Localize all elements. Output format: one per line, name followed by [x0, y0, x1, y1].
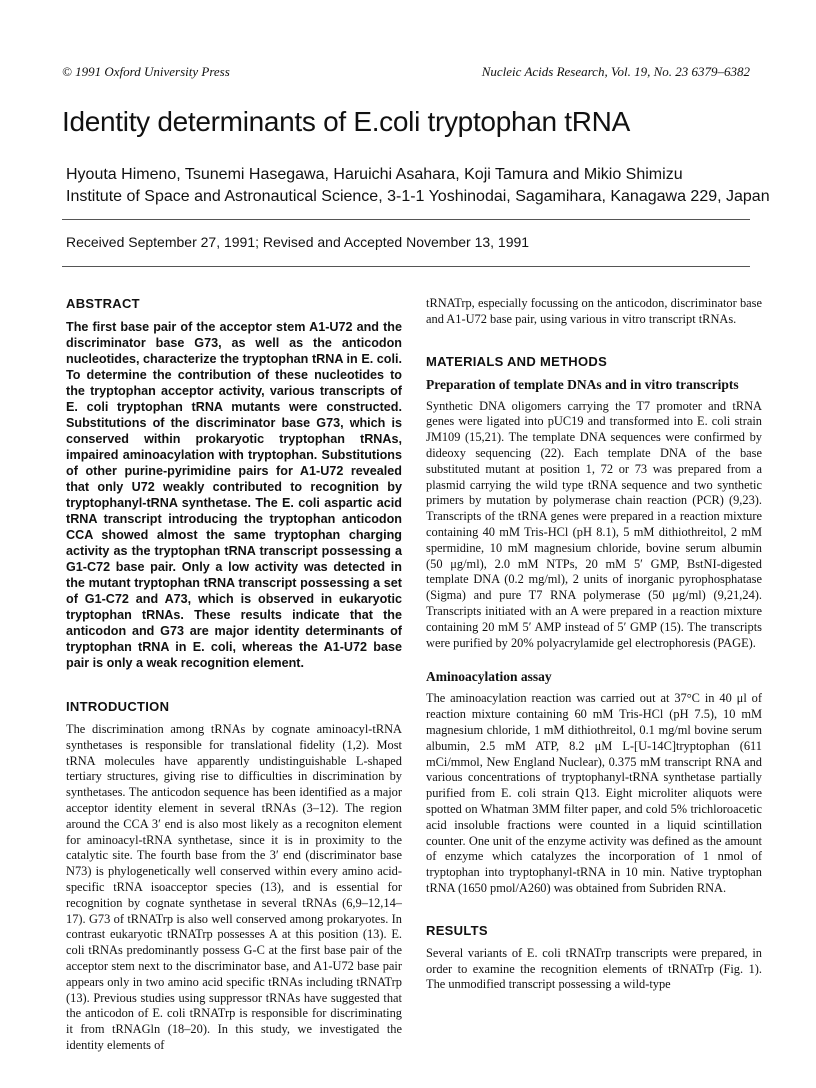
- introduction-heading: INTRODUCTION: [66, 699, 170, 714]
- right-column: [426, 296, 762, 993]
- aminoacylation-text: The aminoacylation reaction was carried out at 37°C in 40 μl of reaction mixture containing 60 mM Tris-HCl (pH 7.5), 10 mM magnesium chloride, 1 mM dithiothreitol, 0.1 mg/ml bovine serum albumin, 2.5 mM ATP, 8.2 μM L-[U-14C]tryptophan (611 mCi/mmol, New England Nuclear), 0.375 mM transcript RNA and various concentrations of tryptophanyl-tRNA synthetase partially purified from E. coli strain Q13. Eight microliter aliquots were spotted on Whatman 3MM filter paper, and cold 5% trichloroacetic acid insoluble fractions were counted in a liquid scintillation counter. One unit of the enzyme activity was defined as the amount of enzyme which catalyzes the incorporation of 1 nmol of tryptophan into tryptophanyl-tRNA in 10 min. Native tryptophan tRNA (1650 pmol/A260) was obtained from Subriden RNA.: [426, 691, 762, 895]
- results-text: Several variants of E. coli tRNATrp transcripts were prepared, in order to examine the recognition elements of tRNATrp (Fig. 1). The unmodified transcript possessing a wild-type: [426, 945, 762, 992]
- divider-bottom: [62, 266, 750, 267]
- journal-copyright: © 1991 Oxford University Press: [62, 64, 230, 79]
- author-list: Hyouta Himeno, Tsunemi Hasegawa, Haruichi Asahara, Koji Tamura and Mikio Shimizu: [66, 166, 683, 183]
- divider-top: [62, 219, 750, 220]
- introduction-continuation: tRNATrp, especially focussing on the anticodon, discriminator base and A1-U72 base pair, using various in vitro transcript tRNAs.: [426, 296, 762, 326]
- abstract-text: The first base pair of the acceptor stem A1-U72 and the discriminator base G73, as well as the anticodon nucleotides, characterize the tryptophan tRNA in E. coli. To determine the contribution of these nucleotides to the tryptophan acceptor activity, various transcripts of E. coli tryptophan tRNA mutants were constructed. Substitutions of the discriminator base G73, which is conserved within prokaryotic tryptophan tRNAs, impaired aminoacylation with tryptophan. Substitutions of other purine-pyrimidine pairs for A1-U72 revealed that only U72 weakly contributed to recognition by tryptophanyl-tRNA synthetase. The E. coli aspartic acid tRNA transcript introducing the tryptophan anticodon CCA showed almost the same tryptophan charging activity as the tryptophan tRNA transcript possessing a G1-C72 base pair. Only a low activity was detected in the mutant tryptophan tRNA transcript possessing a set of G1-C72 and A73, which is observed in eukaryotic tryptophan tRNAs. These results indicate that the anticodon and G73 are major identity determinants of tryptophan tRNA in E. coli, whereas the A1-U72 base pair is only a weak recognition element.: [66, 320, 402, 670]
- preparation-subheading: Preparation of template DNAs and in vitro transcripts: [426, 376, 739, 392]
- introduction-text: The discrimination among tRNAs by cognate aminoacyl-tRNA synthetases is responsible for translational fidelity (1,2). Most tRNA molecules have apparently undistinguishable L-shaped tertiary structures, giving rise to difficulties in discrimination by synthetases. The anticodon sequence has been identified as a major acceptor identity element in several tRNAs (3–12). The region around the CCA 3′ end is also most likely as a recogniton element for aminoacyl-tRNA synthetase, since it is in proximity to the catalytic site. The fourth base from the 3′ end (discriminator base N73) is phylogenetically well conserved within every amino acid-specific tRNA isoacceptor species (13), and is essential for recognition by cognate synthetase in several tRNAs (6,9–12,14–17). G73 of tRNATrp is also well conserved among prokaryotes. In contrast eukaryotic tRNATrp possesses A at this position (13). E. coli tRNAs predominantly possess G-C at the first base pair of the acceptor stem next to the discriminator base, and A1-U72 base pair appears only in two amino acid specific tRNAs including tRNATrp (13). Previous studies using suppressor tRNAs have suggested that the anticodon of E. coli tRNATrp is responsible for discriminating it from tRNAGln (18–20). In this study, we investigated the identity elements of: [66, 722, 402, 1052]
- preparation-text: Synthetic DNA oligomers carrying the T7 promoter and tRNA genes were ligated into pUC19 and transformed into E. coli strain JM109 (15,21). The template DNA sequences were confirmed by dideoxy sequencing (22). Each template DNA of the base substituted mutant at position 1, 72 or 73 was prepared from a plasmid carrying the wild type tRNA sequence and two synthetic primers by mutation by polymerase chain reaction (PCR) (9,23). Transcripts of the tRNA genes were prepared in a reaction mixture containing 40 mM Tris-HCl (pH 8.1), 5 mM dithiothreitol, 2 mM spermidine, 10 mM magnesium chloride, bovine serum albumin (50 μg/ml), 2.0 mM NTPs, 20 mM 5′ GMP, BstNI-digested template DNA (0.2 mg/ml), 2 units of inorganic pyrophosphatase (Sigma) and pure T7 RNA polymerase (50 μg/ml) (9,21,24). Transcripts initiated with an A were prepared in a reaction mixture containing 20 mM 5′ AMP instead of 5′ GMP (15). The transcripts were purified by 20% polyacrylamide gel electrophoresis (PAGE).: [426, 398, 762, 650]
- abstract-heading: ABSTRACT: [66, 296, 140, 311]
- received-dates: Received September 27, 1991; Revised and Accepted November 13, 1991: [66, 234, 530, 250]
- left-column: [66, 296, 402, 1054]
- methods-heading: MATERIALS AND METHODS: [426, 353, 608, 369]
- affiliation: Institute of Space and Astronautical Science, 3-1-1 Yoshinodai, Sagamihara, Kanagawa 229, Japan: [66, 188, 770, 205]
- aminoacylation-subheading: Aminoacylation assay: [426, 669, 552, 685]
- results-heading: RESULTS: [426, 922, 488, 938]
- paper-title: Identity determinants of E.coli tryptophan tRNA: [62, 106, 630, 137]
- journal-citation: Nucleic Acids Research, Vol. 19, No. 23 6379–6382: [481, 64, 750, 79]
